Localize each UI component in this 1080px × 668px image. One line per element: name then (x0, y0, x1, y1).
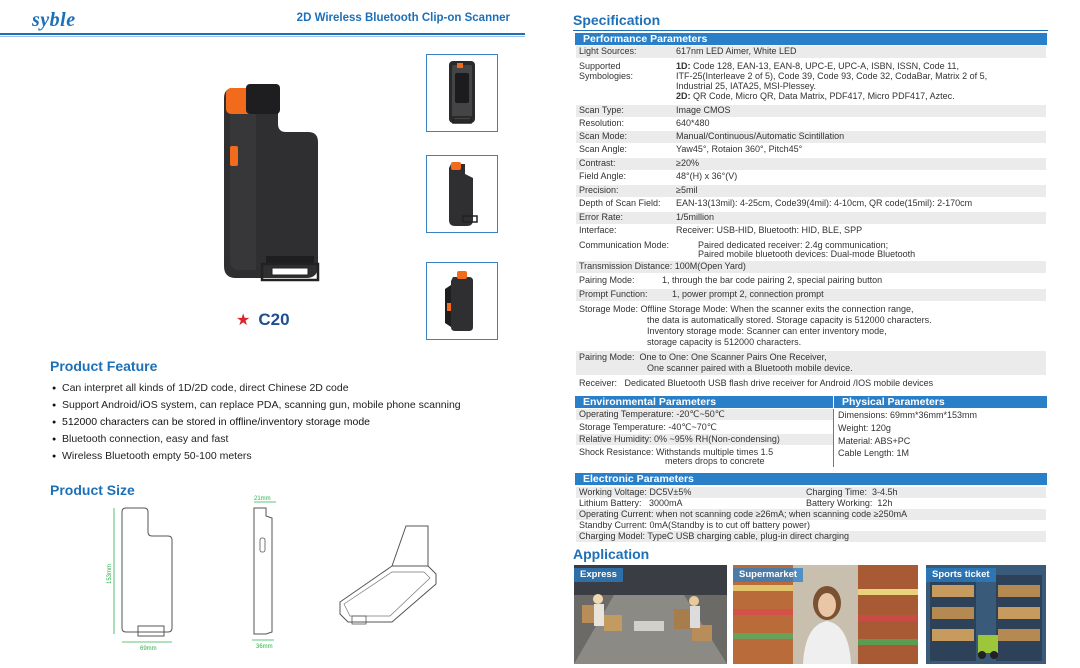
application-card-express[interactable] (574, 565, 727, 664)
row-value: EAN-13(13mil): 4-25cm, Code39(4mil): 4-10cm, QR code(15mil): 2-170cm (676, 198, 973, 208)
model-name: C20 (258, 310, 290, 329)
row-text: Pairing Mode: One to One: One Scanner Pairs One Receiver, (579, 352, 827, 362)
right-page (540, 0, 1080, 668)
header-rule (0, 33, 525, 35)
table-row-symbologies (576, 60, 1046, 104)
application-card-supermarket[interactable] (733, 565, 918, 664)
symbology-2d-line: QR Code, Micro QR, Data Matrix, PDF417, Micro PDF417, Aztec. (690, 91, 955, 101)
thumbnail-scanner-side[interactable] (426, 155, 498, 233)
table-row (576, 105, 1046, 117)
isometric-drawing (332, 522, 448, 642)
table-row (576, 171, 1046, 183)
row-value: Manual/Continuous/Automatic Scintillation (676, 131, 845, 141)
physical-cable: Cable Length: 1M (838, 448, 910, 458)
row-label: Field Angle: (579, 171, 627, 181)
column-divider (833, 409, 834, 467)
application-card-caption: Express (574, 568, 623, 582)
row-label: Scan Angle: (579, 144, 628, 154)
row-value: 1/5million (676, 212, 715, 222)
list-item: ● Bluetooth connection, easy and fast (52, 431, 522, 448)
table-row (576, 185, 1046, 197)
row-label: Communication Mode: (579, 240, 670, 250)
row-text: Relative Humidity: 0% ~95% RH(Non-condensing) (579, 434, 780, 444)
row-text: meters drops to concrete (665, 456, 765, 466)
table-row (576, 520, 1046, 531)
row-text: Storage Mode: Offline Storage Mode: When the scanner exits the connection range, (579, 304, 914, 314)
table-row (576, 409, 834, 420)
row-value: 617nm LED Aimer, White LED (676, 46, 797, 56)
row-value: Image CMOS (676, 105, 731, 115)
header-rule-thin (0, 36, 525, 37)
physical-dimensions: Dimensions: 69mm*36mm*153mm (838, 410, 978, 420)
row-text: the data is automatically stored. Storage capacity is 512000 characters. (647, 315, 932, 325)
side-dimension-drawing (236, 494, 296, 654)
row-label: Precision: (579, 185, 619, 195)
physical-material: Material: ABS+PC (838, 436, 911, 446)
row-value: ≥5mil (676, 185, 698, 195)
scanner-angle-icon (427, 263, 496, 338)
row-value: 48°(H) x 36°(V) (676, 171, 738, 181)
table-row (576, 498, 1046, 509)
table-row-pairing (576, 351, 1046, 375)
thumbnail-scanner-angle[interactable] (426, 262, 498, 340)
depth-dimension-label: 36mm (256, 644, 273, 650)
row-label: Scan Mode: (579, 131, 628, 141)
application-heading: Application (573, 546, 650, 562)
front-dimension-drawing (102, 504, 192, 654)
row-label: Light Sources: (579, 46, 637, 56)
symbology-1d-line: ITF-25(Interleave 2 of 5), Code 39, Code 93, Code 32, CodaBar, Matrix 2 of 5, (676, 71, 988, 81)
table-row (576, 531, 1046, 542)
thumbnail-scanner-with-phone[interactable] (426, 54, 498, 132)
table-row-storage (576, 303, 1046, 349)
row-value: Receiver: USB-HID, Bluetooth: HID, BLE, SPP (676, 225, 863, 235)
table-row (576, 46, 1046, 58)
list-item: ● 512000 characters can be stored in offline/inventory storage mode (52, 414, 522, 431)
product-size-heading: Product Size (50, 482, 135, 498)
row-text: Lithium Battery: 3000mA (579, 498, 683, 508)
row-label: Depth of Scan Field: (579, 198, 661, 208)
scanner-with-phone-icon (427, 55, 496, 130)
row-label: Error Rate: (579, 212, 624, 222)
row-text: Inventory storage mode: Scanner can enter inventory mode, (647, 326, 887, 336)
scanner-product-image (216, 80, 326, 300)
list-item: ● Support Android/iOS system, can replace PDA, scanning gun, mobile phone scanning (52, 397, 522, 414)
row-text: Charging Time: 3-4.5h (806, 487, 898, 497)
environmental-parameters-bar: Environmental Parameters (575, 396, 833, 408)
table-row (576, 487, 1046, 498)
row-label: Contrast: (579, 158, 616, 168)
width-dimension-label: 69mm (140, 646, 157, 652)
table-row (576, 144, 1046, 156)
table-row (576, 131, 1046, 143)
row-label: Pairing Mode: (579, 275, 635, 285)
row-text: Shock Resistance: Withstands multiple times 1.5 (579, 447, 774, 457)
application-card-sports-ticket[interactable] (926, 565, 1046, 664)
product-feature-heading: Product Feature (50, 358, 158, 374)
table-row (576, 198, 1046, 210)
specification-rule (573, 30, 1048, 31)
row-text: One scanner paired with a Bluetooth mobile device. (647, 363, 853, 373)
table-row (576, 447, 834, 467)
symbology-1d-tag: 1D: (676, 61, 691, 71)
physical-weight: Weight: 120g (838, 423, 891, 433)
scanner-side-icon (427, 156, 496, 231)
performance-parameters-bar: Performance Parameters (575, 33, 1047, 45)
row-text: Battery Working: 12h (806, 498, 893, 508)
row-value: Paired mobile bluetooth devices: Dual-mode Bluetooth (698, 249, 916, 259)
table-row (576, 275, 1046, 287)
table-row (576, 434, 834, 445)
feature-list (52, 380, 522, 465)
row-label: Scan Type: (579, 105, 624, 115)
row-value: Paired dedicated receiver: 2.4g communication; (698, 240, 889, 250)
list-item: ● Can interpret all kinds of 1D/2D code, direct Chinese 2D code (52, 380, 522, 397)
row-value: Yaw45°, Rotaion 360°, Pitch45° (676, 144, 803, 154)
row-label: Prompt Function: (579, 289, 648, 299)
row-text: Storage Temperature: -40℃~70℃ (579, 422, 717, 432)
row-label: Supported (579, 61, 621, 71)
physical-parameters-bar: Physical Parameters (834, 396, 1047, 408)
row-label: Resolution: (579, 118, 625, 128)
row-text: storage capacity is 512000 characters. (647, 337, 802, 347)
row-text: Working Voltage: DC5V±5% (579, 487, 692, 497)
list-item: ● Wireless Bluetooth empty 50-100 meters (52, 448, 522, 465)
row-label: Symbologies: (579, 71, 634, 81)
row-text: Operating Current: when not scanning code ≥26mA; when scanning code ≥250mA (579, 509, 908, 519)
symbology-2d-tag: 2D: (676, 91, 691, 101)
table-row (576, 378, 1046, 390)
row-value: ≥20% (676, 158, 699, 168)
table-row-communication (576, 239, 1046, 259)
row-value: 640*480 (676, 118, 710, 128)
row-text: Operating Temperature: -20℃~50℃ (579, 409, 725, 419)
table-row (576, 118, 1046, 130)
brand-logo: syble (32, 9, 76, 31)
row-value: 1, power prompt 2, connection prompt (672, 289, 824, 299)
height-dimension-label: 153mm (107, 563, 113, 584)
application-card-caption: Supermarket (733, 568, 803, 582)
table-row (576, 158, 1046, 170)
row-text: Transmission Distance: 100M(Open Yard) (579, 261, 746, 271)
specification-heading: Specification (573, 12, 661, 28)
row-text: Standby Current: 0mA(Standby is to cut off battery power) (579, 520, 810, 530)
document-title: 2D Wireless Bluetooth Clip-on Scanner (296, 12, 510, 24)
star-icon: ★ (236, 312, 251, 329)
symbology-1d-line: Code 128, EAN-13, EAN-8, UPC-E, UPC-A, ISBN, ISSN, Code 11, (690, 61, 959, 71)
electronic-parameters-bar: Electronic Parameters (575, 473, 1047, 485)
table-row (576, 225, 1046, 237)
application-card-caption: Sports ticket (926, 568, 996, 582)
table-row (576, 289, 1046, 301)
row-text: Receiver: Dedicated Bluetooth USB flash drive receiver for Android /IOS mobile devices (579, 378, 934, 388)
table-row (576, 509, 1046, 520)
row-text: Charging Model: TypeC USB charging cable, plug-in direct charging (579, 531, 849, 541)
symbology-1d-line: Industrial 25, IATA25, MSI-Plessey. (676, 81, 817, 91)
table-row (576, 261, 1046, 273)
model-label (236, 310, 290, 330)
row-label: Interface: (579, 225, 617, 235)
top-dimension-label: 21mm (254, 496, 271, 502)
row-value: 1, through the bar code pairing 2, special pairing button (662, 275, 883, 285)
table-row (576, 212, 1046, 224)
table-row (576, 422, 834, 433)
